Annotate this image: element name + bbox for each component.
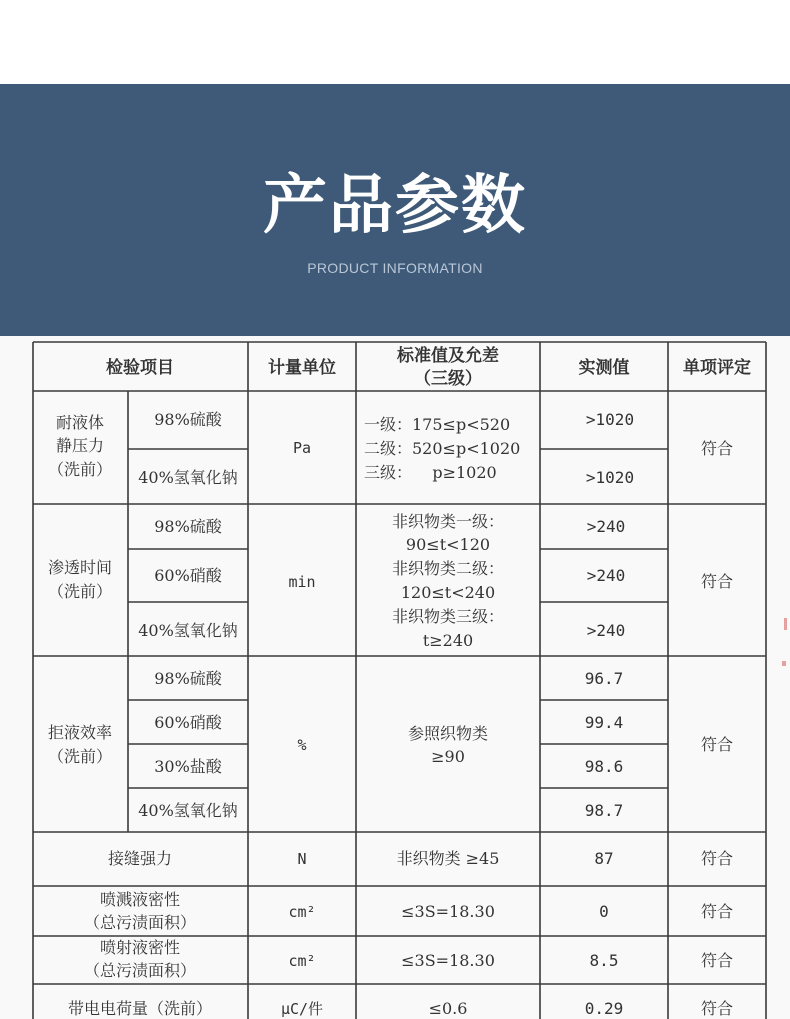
item-name: （总污渍面积）: [83, 961, 197, 980]
unit-value: min: [288, 573, 316, 591]
measured-value: >240: [586, 566, 626, 585]
sub-item: 40%氢氧化钠: [138, 801, 238, 820]
item-name: 耐液体: [55, 413, 105, 432]
measured-value: 8.5: [589, 951, 619, 970]
standard-line: 非织物类一级：: [391, 512, 505, 531]
measured-value: 0.29: [584, 999, 624, 1018]
result-value: 符合: [700, 572, 734, 591]
standard-line: 120≤t<240: [400, 583, 496, 602]
measured-value: >1020: [585, 410, 635, 429]
header-measured: 实测值: [578, 358, 630, 378]
page-subtitle: PRODUCT INFORMATION: [307, 260, 483, 276]
standard-line: 一级：175≤p<520: [364, 415, 511, 434]
item-name: （总污渍面积）: [83, 913, 197, 932]
standard-value: ≤3S=18.30: [401, 951, 495, 970]
measured-value: 96.7: [584, 669, 624, 688]
measured-value: >1020: [585, 468, 635, 487]
item-name: （洗前）: [47, 582, 113, 601]
result-value: 符合: [700, 951, 734, 970]
measured-value: >240: [586, 621, 626, 640]
page-title: 产品参数: [263, 169, 527, 243]
measured-value: 87: [594, 849, 614, 868]
table-row: [108, 849, 733, 868]
sub-item: 60%硝酸: [154, 566, 222, 585]
item-name: 拒液效率: [47, 723, 113, 742]
standard-line: ≥90: [431, 747, 465, 766]
unit-value: cm²: [288, 952, 316, 970]
header-standard-grade: （三级）: [414, 369, 482, 389]
standard-line: 非织物类二级：: [391, 559, 505, 578]
unit-value: cm²: [288, 903, 316, 921]
item-name: 带电电荷量（洗前）: [67, 999, 213, 1018]
sub-item: 40%氢氧化钠: [138, 468, 238, 487]
measured-value: >240: [586, 517, 626, 536]
spec-table: [0, 336, 790, 1019]
header-unit: 计量单位: [268, 358, 336, 378]
scan-mark: [782, 661, 786, 666]
result-value: 符合: [700, 735, 734, 754]
header-item: 检验项目: [106, 358, 174, 378]
sub-item: 98%硫酸: [154, 517, 222, 536]
sub-item: 30%盐酸: [154, 757, 222, 776]
measured-value: 98.6: [584, 757, 624, 776]
standard-value: ≤0.6: [428, 999, 468, 1018]
table-row: [48, 512, 733, 650]
measured-value: 0: [599, 902, 609, 921]
sub-item: 40%氢氧化钠: [138, 621, 238, 640]
unit-value: μC/件: [280, 1000, 324, 1018]
table-row: [68, 999, 733, 1018]
standard-value: 非织物类 ≥45: [396, 849, 500, 868]
item-name: 渗透时间: [47, 558, 113, 577]
spec-table-scan: [0, 336, 790, 1019]
unit-value: Pa: [292, 439, 312, 457]
standard-line: 90≤t<120: [405, 535, 491, 554]
item-name: （洗前）: [47, 460, 113, 479]
header-banner: [0, 84, 790, 336]
table-row: [84, 938, 733, 980]
item-name: 接缝强力: [107, 849, 173, 868]
scan-mark: [784, 618, 787, 630]
unit-value: N: [297, 850, 307, 868]
standard-line: 二级：520≤p<1020: [364, 439, 521, 458]
result-value: 符合: [700, 849, 734, 868]
item-name: 喷射液密性: [99, 938, 181, 957]
item-name: （洗前）: [47, 747, 113, 766]
standard-line: t≥240: [422, 631, 474, 650]
standard-value: ≤3S=18.30: [401, 902, 495, 921]
measured-value: 98.7: [584, 801, 624, 820]
item-name: 静压力: [55, 436, 105, 455]
header-standard: 标准值及允差: [397, 346, 499, 366]
result-value: 符合: [700, 902, 734, 921]
table-header-row: [106, 345, 751, 389]
sub-item: 98%硫酸: [154, 410, 222, 429]
standard-line: 非织物类三级：: [391, 607, 505, 626]
measured-value: 99.4: [584, 713, 624, 732]
result-value: 符合: [700, 439, 734, 458]
result-value: 符合: [700, 999, 734, 1018]
header-result: 单项评定: [683, 358, 751, 378]
standard-line: 三级： p≥1020: [364, 463, 497, 482]
item-name: 喷溅液密性: [99, 890, 181, 909]
sub-item: 60%硝酸: [154, 713, 222, 732]
table-row: [84, 890, 733, 932]
standard-line: 参照织物类: [407, 724, 489, 743]
unit-value: %: [297, 736, 307, 754]
sub-item: 98%硫酸: [154, 669, 222, 688]
